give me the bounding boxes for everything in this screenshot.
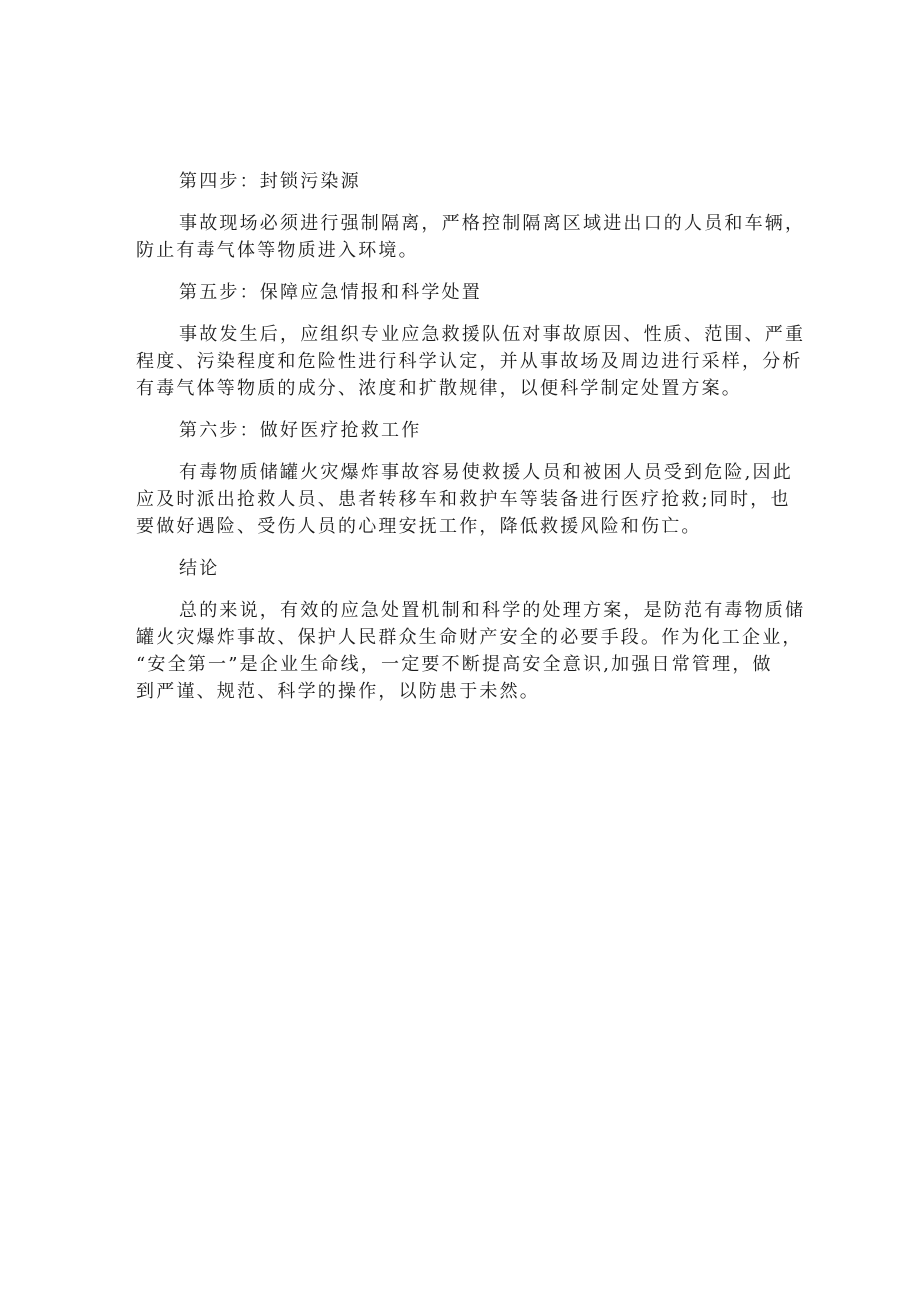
section-heading-step-6: 第六步：做好医疗抢救工作 (179, 420, 422, 441)
paragraph-line: 有毒物质储罐火灾爆炸事故容易使救援人员和被困人员受到危险,因此 (179, 462, 793, 483)
paragraph-line: 应及时派出抢救人员、患者转移车和救护车等装备进行医疗抢救;同时，也 (136, 489, 791, 510)
paragraph-line: 有毒气体等物质的成分、浓度和扩散规律，以便科学制定处置方案。 (136, 378, 742, 399)
paragraph-step-4 (136, 210, 806, 264)
paragraph-line: 罐火灾爆炸事故、保护人民群众生命财产安全的必要手段。作为化工企业， (136, 627, 803, 648)
paragraph-line: 总的来说，有效的应急处置机制和科学的处理方案，是防范有毒物质储 (179, 600, 806, 621)
paragraph-line: 要做好遇险、受伤人员的心理安抚工作，降低救援风险和伤亡。 (136, 516, 702, 537)
paragraph-line: 到严谨、规范、科学的操作，以防患于未然。 (136, 681, 540, 702)
paragraph-step-5 (136, 321, 806, 402)
paragraph-step-6 (136, 459, 800, 540)
document-page (136, 168, 806, 720)
paragraph-line: 事故现场必须进行强制隔离，严格控制隔离区域进出口的人员和车辆， (179, 213, 806, 234)
paragraph-line: 防止有毒气体等物质进入环境。 (136, 240, 419, 261)
section-heading-conclusion: 结论 (179, 558, 220, 579)
paragraph-line: “安全第一”是企业生命线，一定要不断提高安全意识,加强日常管理，做 (136, 654, 773, 675)
section-heading-step-5: 第五步：保障应急情报和科学处置 (179, 282, 482, 303)
paragraph-line: 事故发生后，应组织专业应急救援队伍对事故原因、性质、范围、严重 (179, 324, 806, 345)
paragraph-line: 程度、污染程度和危险性进行科学认定，并从事故场及周边进行采样，分析 (136, 351, 803, 372)
section-heading-step-4: 第四步：封锁污染源 (179, 171, 361, 192)
paragraph-conclusion (136, 597, 806, 705)
